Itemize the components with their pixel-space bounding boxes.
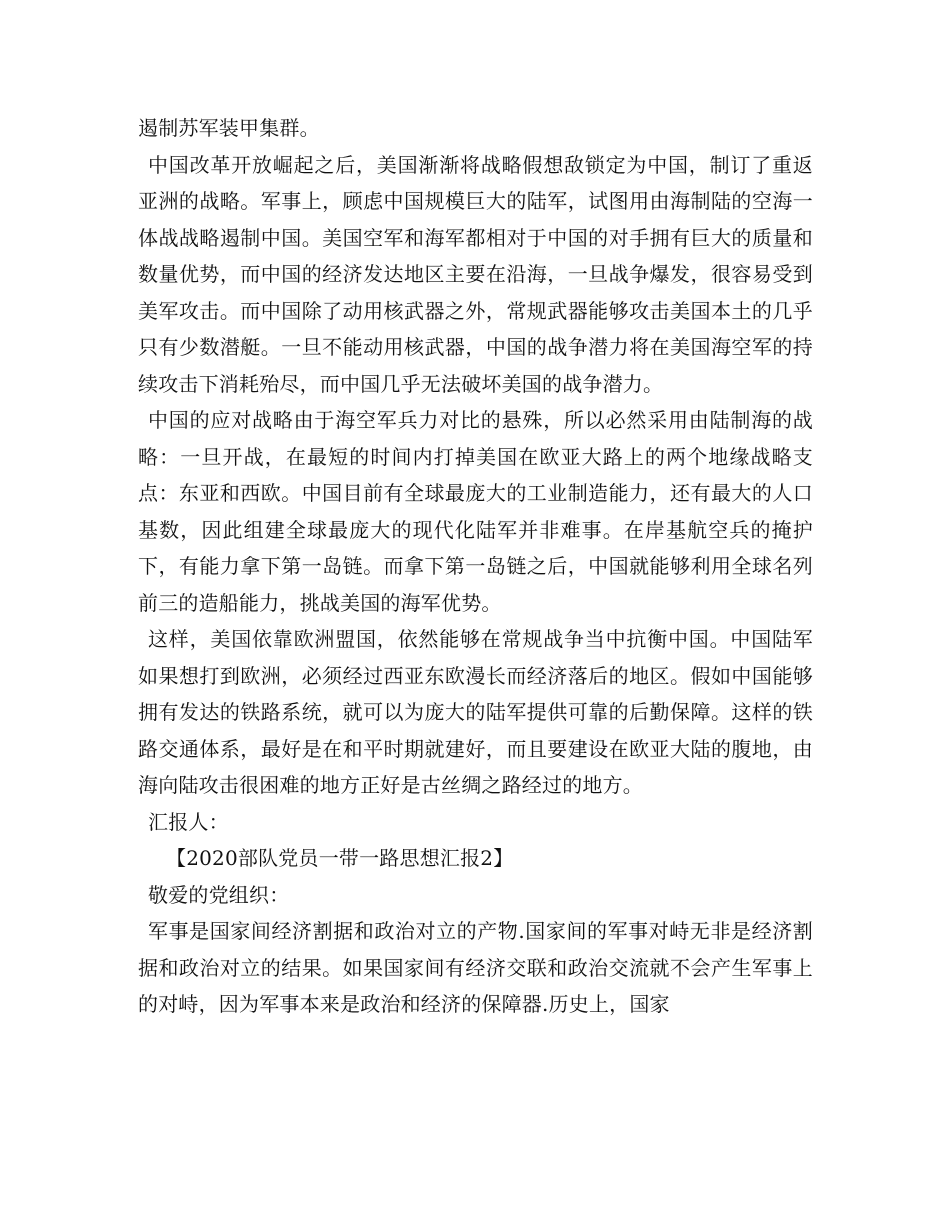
section-heading: 【2020部队党员一带一路思想汇报2】 [166, 846, 514, 870]
paragraph-us-strategy: 中国改革开放崛起之后，美国渐渐将战略假想敌锁定为中国，制订了重返亚洲的战略。军事上，顾虑中国规模巨大的陆军，试图用由海制陆的空海一体战战略遏制中国。美国空军和海军都相对于中国的对手拥有巨大的质量和数量优势，而中国的经济发达地区主要在沿海，一旦战争爆发，很容易受到美军攻击。而中国除了动用核武器之外，常规武器能够攻击美国本土的几乎只有少数潜艇。一旦不能动用核武器，中国的战争潜力将在美国海空军的持续攻击下消耗殆尽，而中国几乎无法破坏美国的战争潜力。 [138, 152, 813, 396]
salutation: 敬爱的党组织： [148, 882, 290, 907]
paragraph-china-response: 中国的应对战略由于海空军兵力对比的悬殊，所以必然采用由陆制海的战略：一旦开战，在最短的时间内打掉美国在欧亚大路上的两个地缘战略支点：东亚和西欧。中国目前有全球最庞大的工业制造能力，还有最大的人口基数，因此组建全球最庞大的现代化陆军并非难事。在岸基航空兵的掩护下，有能力拿下第一岛链。而拿下第一岛链之后，中国就能够利用全球名列前三的造船能力，挑战美国的海军优势。 [138, 408, 813, 615]
reporter-label: 汇报人： [148, 809, 229, 834]
paragraph-continuation: 遏制苏军装甲集群。 [138, 116, 320, 140]
document-body [138, 110, 813, 1023]
paragraph-military: 军事是国家间经济割据和政治对立的产物.国家间的军事对峙无非是经济割据和政治对立的结果。如果国家间有经济交联和政治交流就不会产生军事上的对峙，因为军事本来是政治和经济的保障器.历史上，国家 [138, 919, 813, 1016]
paragraph-railway: 这样，美国依靠欧洲盟国，依然能够在常规战争当中抗衡中国。中国陆军如果想打到欧洲，必须经过西亚东欧漫长而经济落后的地区。假如中国能够拥有发达的铁路系统，就可以为庞大的陆军提供可靠的后勤保障。这样的铁路交通体系，最好是在和平时期就建好，而且要建设在欧亚大陆的腹地，由海向陆攻击很困难的地方正好是古丝绸之路经过的地方。 [138, 627, 813, 797]
